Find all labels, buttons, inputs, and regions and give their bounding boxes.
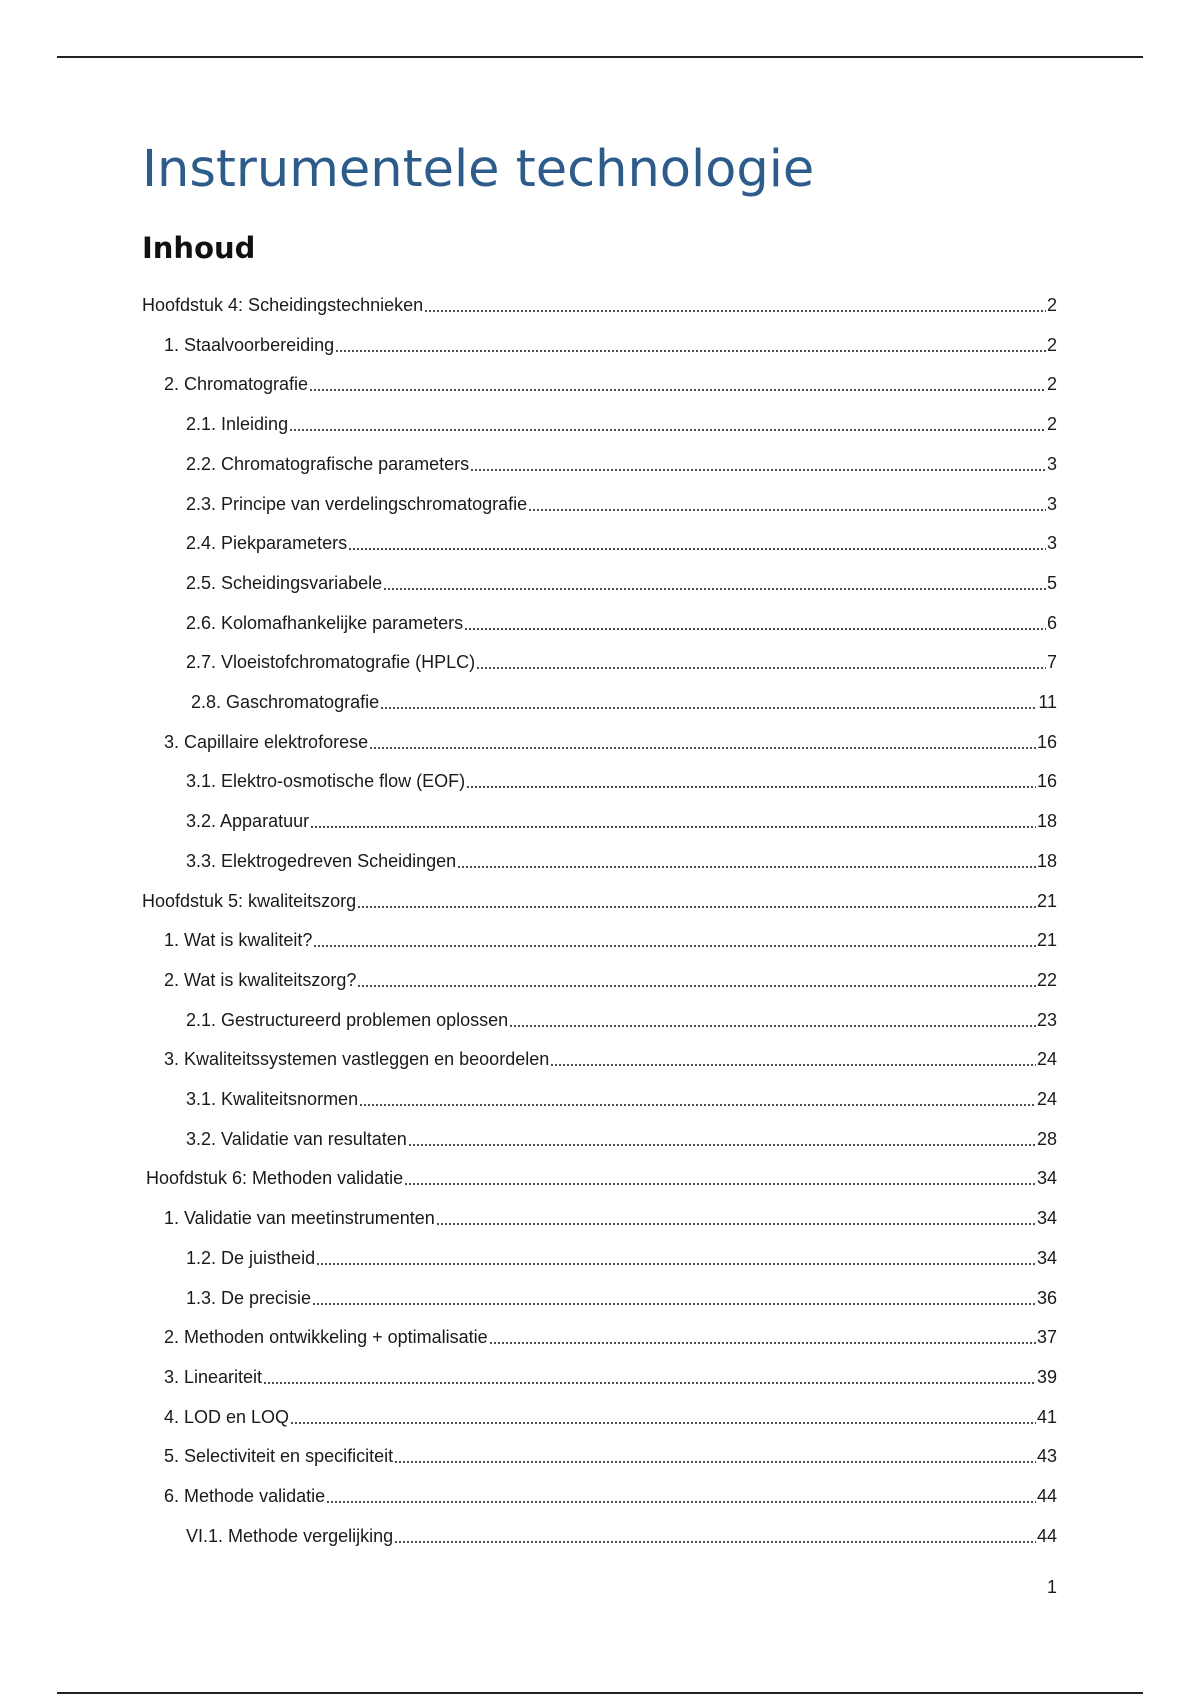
toc-entry-page: 22 — [1036, 969, 1057, 990]
toc-dot-leader — [383, 588, 1046, 590]
toc-dot-leader — [528, 509, 1046, 511]
toc-dot-leader — [263, 1382, 1036, 1384]
toc-entry[interactable] — [164, 1353, 1057, 1389]
toc-entry-page: 16 — [1036, 731, 1057, 752]
footer-rule — [57, 1692, 1143, 1694]
toc-entry-page: 28 — [1036, 1128, 1057, 1149]
toc-dot-leader — [348, 548, 1046, 550]
toc-entry-label: 6. Methode validatie — [164, 1486, 326, 1506]
toc-entry-page: 18 — [1036, 811, 1057, 832]
toc-entry-page: 34 — [1036, 1247, 1057, 1268]
toc-dot-leader — [404, 1183, 1036, 1185]
toc-dot-leader — [357, 985, 1036, 987]
toc-entry-page: 18 — [1036, 850, 1057, 871]
toc-entry[interactable] — [186, 1234, 1057, 1270]
toc-entry-page: 43 — [1036, 1446, 1057, 1467]
toc-entry-page: 23 — [1036, 1009, 1057, 1030]
toc-entry-page: 3 — [1046, 493, 1057, 514]
toc-entry[interactable] — [164, 1035, 1057, 1071]
toc-dot-leader — [313, 945, 1036, 947]
toc-entry[interactable] — [186, 400, 1057, 436]
toc-entry-page: 34 — [1036, 1168, 1057, 1189]
toc-entry-page: 44 — [1036, 1486, 1057, 1506]
toc-entry[interactable] — [186, 440, 1057, 476]
toc-dot-leader — [380, 707, 1037, 709]
toc-entry[interactable] — [186, 757, 1057, 793]
toc-entry-label: 3.2. Validatie van resultaten — [186, 1128, 407, 1149]
toc-entry-page: 2 — [1046, 414, 1057, 435]
toc-entry-label: 1. Wat is kwaliteit? — [164, 930, 313, 951]
toc-entry-page: 44 — [1036, 1525, 1057, 1546]
toc-entry-page: 2 — [1046, 374, 1057, 395]
toc-dot-leader — [312, 1303, 1036, 1305]
toc-entry-label: 4. LOD en LOQ — [164, 1406, 290, 1427]
toc-entry-label: Hoofdstuk 6: Methoden validatie — [146, 1168, 404, 1189]
toc-dot-leader — [470, 469, 1046, 471]
toc-entry-label: 2.7. Vloeistofchromatografie (HPLC) — [186, 652, 476, 673]
toc-entry-label: 2.1. Inleiding — [186, 414, 289, 435]
toc-entry-page: 2 — [1046, 295, 1057, 315]
toc-entry[interactable] — [191, 678, 1057, 714]
toc-entry-page: 37 — [1036, 1327, 1057, 1348]
header-rule — [57, 56, 1143, 58]
toc-dot-leader — [457, 866, 1036, 868]
toc-entry[interactable] — [186, 797, 1057, 833]
toc-entry-label: 3.1. Kwaliteitsnormen — [186, 1089, 359, 1109]
toc-entry[interactable] — [186, 837, 1057, 873]
toc-entry[interactable] — [186, 559, 1057, 595]
toc-entry-label: 2.4. Piekparameters — [186, 533, 348, 554]
toc-entry[interactable] — [186, 638, 1057, 674]
toc-entry[interactable] — [146, 1154, 1057, 1190]
toc-dot-leader — [310, 826, 1036, 828]
toc-dot-leader — [290, 1422, 1036, 1424]
toc-entry[interactable] — [164, 1393, 1057, 1429]
toc-dot-leader — [369, 747, 1036, 749]
toc-dot-leader — [466, 786, 1036, 788]
toc-entry-page: 2 — [1046, 334, 1057, 355]
toc-entry-page: 24 — [1036, 1089, 1057, 1109]
toc-entry-label: 2.1. Gestructureerd problemen oplossen — [186, 1009, 509, 1030]
toc-dot-leader — [309, 389, 1046, 391]
toc-dot-leader — [436, 1223, 1036, 1225]
toc-dot-leader — [476, 667, 1046, 669]
toc-entry-label: 1.3. De precisie — [186, 1287, 312, 1308]
toc-entry[interactable] — [164, 360, 1057, 396]
toc-entry-page: 7 — [1046, 652, 1057, 673]
toc-entry-page: 11 — [1038, 692, 1057, 712]
toc-entry-label: 3. Capillaire elektroforese — [164, 731, 369, 752]
toc-entry[interactable] — [164, 1313, 1057, 1349]
toc-entry-label: 2. Methoden ontwikkeling + optimalisatie — [164, 1327, 488, 1348]
toc-entry-label: 2. Wat is kwaliteitszorg? — [164, 969, 357, 990]
toc-dot-leader — [424, 310, 1046, 312]
toc-dot-leader — [394, 1541, 1036, 1543]
toc-entry[interactable] — [164, 916, 1057, 952]
document-title: Instrumentele technologie — [142, 140, 815, 199]
toc-entry-label: 3.2. Apparatuur — [186, 811, 310, 832]
toc-entry-page: 21 — [1036, 930, 1057, 951]
toc-entry-label: 3.3. Elektrogedreven Scheidingen — [186, 850, 457, 871]
toc-entry-label: 2.8. Gaschromatografie — [191, 692, 380, 712]
toc-entry[interactable] — [164, 1432, 1057, 1468]
toc-entry[interactable] — [164, 956, 1057, 992]
toc-dot-leader — [289, 429, 1046, 431]
toc-entry-page: 39 — [1036, 1366, 1057, 1387]
toc-entry-label: 2.2. Chromatografische parameters — [186, 453, 470, 474]
toc-dot-leader — [509, 1025, 1036, 1027]
page-number: 1 — [1046, 1577, 1057, 1597]
toc-dot-leader — [464, 628, 1046, 630]
toc-entry-page: 34 — [1036, 1208, 1057, 1229]
toc-entry-page: 3 — [1046, 533, 1057, 554]
toc-entry[interactable] — [186, 480, 1057, 516]
toc-entry-label: 3. Kwaliteitssystemen vastleggen en beoordelen — [164, 1049, 550, 1070]
toc-dot-leader — [316, 1263, 1036, 1265]
toc-entry[interactable] — [164, 1472, 1057, 1508]
toc-dot-leader — [394, 1461, 1036, 1463]
toc-entry[interactable] — [142, 281, 1057, 317]
toc-dot-leader — [326, 1501, 1036, 1503]
toc-entry-page: 36 — [1036, 1287, 1057, 1308]
toc-dot-leader — [489, 1342, 1036, 1344]
toc-entry-label: 2.3. Principe van verdelingschromatografie — [186, 493, 528, 514]
toc-entry-page: 3 — [1046, 453, 1057, 474]
toc-entry-page: 41 — [1036, 1406, 1057, 1427]
toc-entry-page: 16 — [1036, 771, 1057, 792]
toc-entry-label: VI.1. Methode vergelijking — [186, 1525, 394, 1546]
toc-entry[interactable] — [186, 1075, 1057, 1111]
toc-dot-leader — [357, 906, 1036, 908]
toc-entry[interactable] — [186, 1274, 1057, 1310]
toc-heading: Inhoud — [142, 231, 256, 265]
toc-entry-label: 3. Lineariteit — [164, 1366, 263, 1387]
toc-entry[interactable] — [164, 1194, 1057, 1230]
toc-entry[interactable] — [164, 321, 1057, 357]
toc-entry-label: 1.2. De juistheid — [186, 1247, 316, 1268]
toc-entry-label: Hoofdstuk 4: Scheidingstechnieken — [142, 295, 424, 315]
toc-entry[interactable] — [186, 519, 1057, 555]
toc-entry-page: 21 — [1036, 890, 1057, 911]
toc-entry-label: 1. Staalvoorbereiding — [164, 334, 335, 355]
toc-entry[interactable] — [142, 877, 1057, 913]
toc-entry[interactable] — [186, 1512, 1057, 1548]
toc-dot-leader — [335, 350, 1046, 352]
toc-entry[interactable] — [186, 996, 1057, 1032]
toc-entry-label: 2.5. Scheidingsvariabele — [186, 572, 383, 593]
toc-entry-page: 6 — [1046, 612, 1057, 633]
toc-entry-label: 1. Validatie van meetinstrumenten — [164, 1208, 435, 1229]
toc-entry-page: 24 — [1036, 1049, 1057, 1070]
toc-dot-leader — [550, 1064, 1036, 1066]
toc-entry-label: 3.1. Elektro-osmotische flow (EOF) — [186, 771, 466, 792]
toc-entry-page: 5 — [1046, 572, 1057, 593]
toc-entry[interactable] — [186, 599, 1057, 635]
toc-entry-label: 2. Chromatografie — [164, 374, 309, 395]
toc-dot-leader — [408, 1144, 1036, 1146]
toc-entry-label: Hoofdstuk 5: kwaliteitszorg — [142, 890, 357, 911]
toc-entry[interactable] — [186, 1115, 1057, 1151]
toc-entry-label: 2.6. Kolomafhankelijke parameters — [186, 612, 464, 633]
toc-entry-label: 5. Selectiviteit en specificiteit — [164, 1446, 394, 1467]
toc-entry[interactable] — [164, 718, 1057, 754]
toc-dot-leader — [359, 1104, 1036, 1106]
